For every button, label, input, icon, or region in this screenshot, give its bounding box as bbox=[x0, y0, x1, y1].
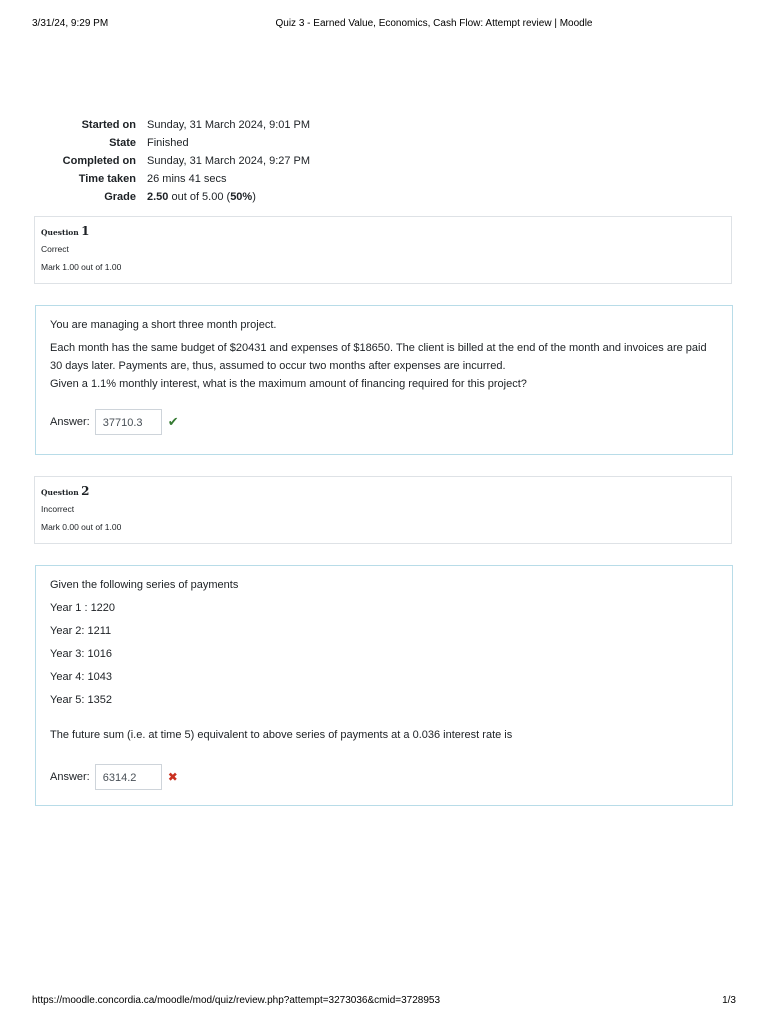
summary-row-time-taken bbox=[40, 170, 310, 188]
question-number bbox=[41, 223, 725, 239]
summary-label: Started on bbox=[81, 119, 136, 131]
question-text: The future sum (i.e. at time 5) equivalent to above series of payments at a 0.036 interest rate is bbox=[50, 729, 513, 741]
question-state: Correct bbox=[41, 244, 69, 254]
answer-row bbox=[50, 762, 718, 792]
answer-input[interactable]: 6314.2 bbox=[95, 764, 162, 790]
summary-label: Time taken bbox=[78, 173, 136, 185]
print-datetime: 3/31/24, 9:29 PM bbox=[32, 18, 109, 29]
question-info-2 bbox=[34, 476, 732, 544]
answer-label: Answer: bbox=[50, 416, 90, 428]
grade-out-of: out of 5.00 ( bbox=[168, 191, 231, 203]
summary-value: Sunday, 31 March 2024, 9:01 PM bbox=[147, 119, 311, 131]
question-number-value: 2 bbox=[81, 484, 90, 498]
question-text: Each month has the same budget of $20431 and expenses of $18650. The client is billed at the end of the month and invoices are paid 30 days later. Payments are, thus, assumed to occur two months after expenses are incurred. bbox=[50, 342, 707, 372]
summary-row-completed bbox=[40, 152, 310, 170]
question-word: Question bbox=[41, 228, 79, 237]
question-content-2 bbox=[35, 565, 733, 806]
grade-percent: 50% bbox=[230, 191, 253, 203]
question-mark: Mark 1.00 out of 1.00 bbox=[41, 262, 122, 272]
cross-icon: ✖ bbox=[167, 770, 178, 784]
answer-input[interactable]: 37710.3 bbox=[95, 409, 162, 435]
question-text: Given the following series of payments bbox=[50, 579, 239, 591]
payment-line: Year 4: 1043 bbox=[50, 671, 112, 683]
question-mark: Mark 0.00 out of 1.00 bbox=[41, 522, 122, 532]
payment-line: Year 3: 1016 bbox=[50, 648, 112, 660]
question-text: You are managing a short three month project. bbox=[50, 319, 277, 331]
summary-row-state bbox=[40, 134, 310, 152]
print-footer bbox=[32, 995, 736, 1009]
question-number bbox=[41, 483, 725, 499]
summary-row-started bbox=[40, 116, 310, 134]
payment-line: Year 1 : 1220 bbox=[50, 602, 116, 614]
page-number: 1/3 bbox=[722, 995, 736, 1006]
summary-label: State bbox=[109, 137, 136, 149]
question-text: Given a 1.1% monthly interest, what is the maximum amount of financing required for this project? bbox=[50, 378, 527, 390]
question-word: Question bbox=[41, 488, 79, 497]
check-icon: ✔ bbox=[167, 414, 179, 429]
question-number-value: 1 bbox=[81, 224, 90, 238]
grade-value bbox=[147, 188, 310, 206]
print-url: https://moodle.concordia.ca/moodle/mod/quiz/review.php?attempt=3273036&cmid=3728953 bbox=[32, 995, 441, 1006]
grade-close-paren: ) bbox=[252, 191, 256, 203]
answer-label: Answer: bbox=[50, 771, 90, 783]
summary-label: Completed on bbox=[62, 155, 136, 167]
quiz-summary-table bbox=[40, 116, 310, 206]
answer-row bbox=[50, 407, 718, 437]
print-page-title: Quiz 3 - Earned Value, Economics, Cash Flow: Attempt review | Moodle bbox=[275, 18, 593, 29]
question-info-1 bbox=[34, 216, 732, 284]
print-header bbox=[32, 18, 736, 32]
payment-line: Year 5: 1352 bbox=[50, 694, 112, 706]
summary-row-grade bbox=[40, 188, 310, 206]
question-state: Incorrect bbox=[41, 504, 75, 514]
summary-value: Sunday, 31 March 2024, 9:27 PM bbox=[147, 155, 311, 167]
summary-value: 26 mins 41 secs bbox=[147, 173, 227, 185]
summary-label: Grade bbox=[104, 191, 136, 203]
grade-score: 2.50 bbox=[147, 191, 169, 203]
question-content-1 bbox=[35, 305, 733, 455]
payment-line: Year 2: 1211 bbox=[50, 625, 112, 637]
summary-value: Finished bbox=[147, 137, 189, 149]
